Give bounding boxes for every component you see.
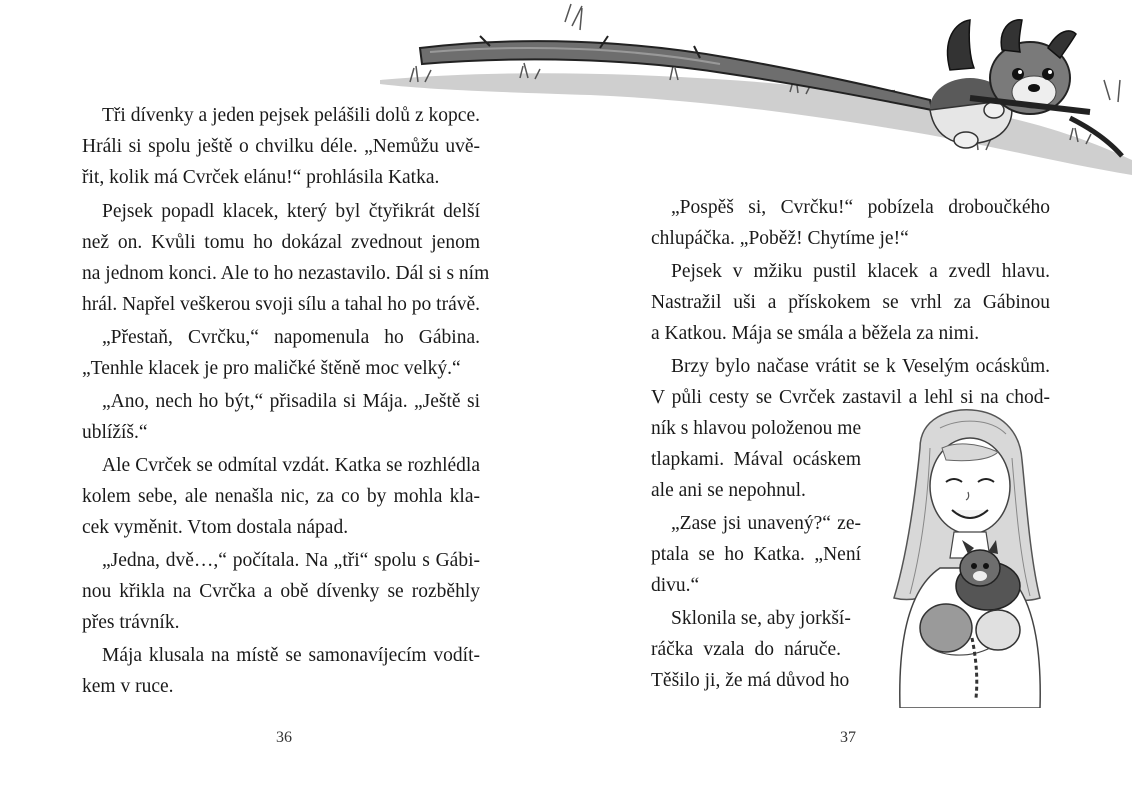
text-line: Tři dívenky a jeden pejsek pelášili dolů z kopce. (102, 105, 480, 126)
text-line: na jednom konci. Ale to ho nezastavilo. Dál si s ním (82, 263, 490, 284)
text-line: řit, kolik má Cvrček elánu!“ prohlásila Katka. (82, 167, 440, 188)
text-line: Brzy bylo načase vrátit se k Veselým ocáskům. (671, 356, 1050, 377)
text-line: chlupáčka. „Poběž! Chytíme je!“ (651, 228, 909, 249)
text-line: ublížíš.“ (82, 422, 148, 443)
text-line: než on. Kvůli tomu ho dokázal zvednout jenom (82, 232, 480, 253)
text-line: kem v ruce. (82, 676, 174, 697)
text-line: „Zase jsi unavený?“ ze- (671, 513, 861, 534)
text-line: „Ano, nech ho být,“ přisadila si Mája. „Ještě si (102, 391, 480, 412)
text-line: a Katkou. Mája se smála a běžela za nimi. (651, 323, 980, 344)
text-line: Ale Cvrček se odmítal vzdát. Katka se rozhlédla (102, 455, 480, 476)
text-line: hrál. Napřel veškerou svoji sílu a tahal ho po trávě. (82, 294, 481, 315)
text-line: Hráli si spolu ještě o chvilku déle. „Nemůžu uvě- (82, 136, 480, 157)
text-line: Mája klusala na místě se samonavíjecím vodít- (102, 645, 480, 666)
page-number-left: 36 (276, 729, 292, 746)
text-line: Těšilo ji, že má důvod ho (651, 670, 850, 691)
text-line: ráčka vzala do náruče. (651, 639, 841, 660)
text-line: ale ani se nepohnul. (651, 480, 806, 501)
text-line: cek vyměnit. Vtom dostala nápad. (82, 517, 349, 538)
text-line: V půli cesty se Cvrček zastavil a lehl si na chod- (651, 387, 1050, 408)
girl-holding-puppy-illustration-icon (880, 408, 1050, 708)
text-line: Sklonila se, aby jorkší- (671, 608, 851, 629)
page-number-right: 37 (840, 729, 856, 746)
text-line: Nastražil uši a přískokem se vrhl za Gábinou (651, 292, 1050, 313)
text-line: kolem sebe, ale nenašla nic, za co by mohla kla- (82, 486, 480, 507)
text-line: nou křikla na Cvrčka a obě dívenky se rozběhly (82, 581, 480, 602)
text-line: „Tenhle klacek je pro maličké štěně moc velký.“ (82, 358, 461, 379)
text-line: „Pospěš si, Cvrčku!“ pobízela droboučkého (671, 197, 1050, 218)
text-line: tlapkami. Mával ocáskem (651, 449, 861, 470)
text-line: „Jedna, dvě…,“ počítala. Na „tři“ spolu s Gábi- (102, 550, 480, 571)
text-line: ník s hlavou položenou me (651, 418, 862, 439)
text-line: přes trávník. (82, 612, 180, 633)
text-line: Pejsek v mžiku pustil klacek a zvedl hlavu. (671, 261, 1050, 282)
text-line: ptala se ho Katka. „Není (651, 544, 861, 565)
text-line: „Přestaň, Cvrčku,“ napomenula ho Gábina. (102, 327, 480, 348)
text-line: Pejsek popadl klacek, který byl čtyřikrát delší (102, 201, 480, 222)
text-line: divu.“ (651, 575, 700, 596)
